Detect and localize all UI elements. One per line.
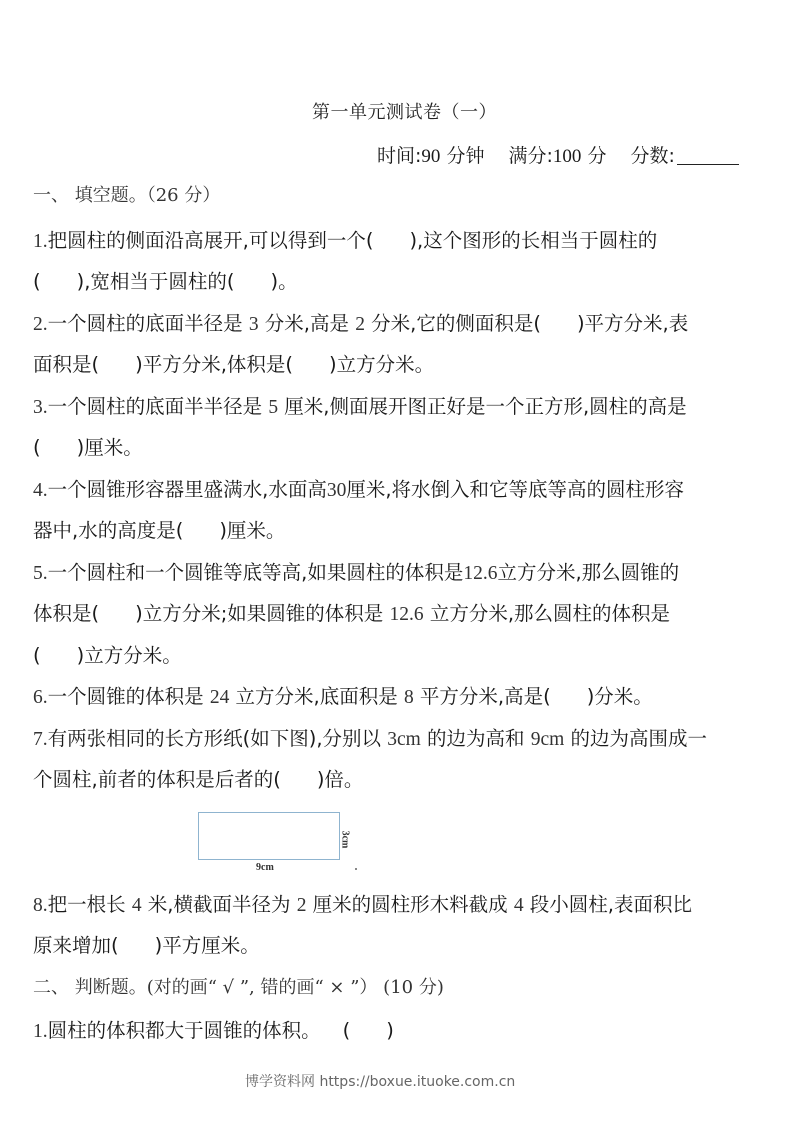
full-score-value: 100 [552,146,582,167]
question-7-line-2: 个圆柱,前者的体积是后者的( )倍。 [33,768,364,791]
rectangle-figure [198,812,340,860]
full-score-label: 满分: [508,145,553,167]
question-3-line-1: 3.一个圆柱的底面半半径是 5 厘米,侧面展开图正好是一个正方形,圆柱的高是 [33,395,687,418]
score-blank[interactable] [677,146,739,165]
question-2-line-2: 面积是( )平方分米,体积是( )立方分米。 [33,353,435,376]
question-5-line-3: ( )立方分米。 [33,644,182,667]
section-heading-true-false: 二、 判断题。(对的画“ √ ”, 错的画“ × ”） (10 分) [33,977,444,998]
question-4-line-2: 器中,水的高度是( )厘米。 [33,519,286,542]
time-unit: 分钟 [446,145,485,167]
exam-meta [377,141,739,168]
score-label: 分数: [630,145,675,167]
question-5-line-2: 体积是( )立方分米;如果圆锥的体积是 12.6 立方分米,那么圆柱的体积是 [33,602,671,625]
question-8-line-2: 原来增加( )平方厘米。 [33,934,260,957]
time-value: 90 [421,146,441,167]
question-1-line-1: 1.把圆柱的侧面沿高展开,可以得到一个( ),这个图形的长相当于圆柱的 [33,229,658,252]
question-2-line-1: 2.一个圆柱的底面半径是 3 分米,高是 2 分米,它的侧面积是( )平方分米,表 [33,312,689,335]
question-7-line-1: 7.有两张相同的长方形纸(如下图),分别以 3cm 的边为高和 9cm 的边为高围成一 [33,727,708,750]
section-heading-fill-blank: 一、 填空题。（26 分） [33,185,221,206]
question-4-line-1: 4.一个圆锥形容器里盛满水,水面高30厘米,将水倒入和它等底等高的圆柱形容 [33,478,685,501]
figure-dot [355,868,357,870]
full-score-unit: 分 [587,145,607,167]
page-title: 第一单元测试卷（一） [312,102,497,123]
section-points: (10 分) [383,977,444,998]
time-label: 时间: [377,145,422,167]
tf-question-1: 1.圆柱的体积都大于圆锥的体积。 ( ) [33,1019,394,1042]
figure-width-label: 9cm [256,862,274,873]
watermark-footer: 博学资料网 https://boxue.ituoke.com.cn [245,1074,516,1090]
question-3-line-2: ( )厘米。 [33,436,143,459]
question-6-line-1: 6.一个圆锥的体积是 24 立方分米,底面积是 8 平方分米,高是( )分米。 [33,685,653,708]
figure-height-label: 3cm [339,830,351,849]
question-1-line-2: ( ),宽相当于圆柱的( )。 [33,270,298,293]
question-8-line-1: 8.把一根长 4 米,横截面半径为 2 厘米的圆柱形木料截成 4 段小圆柱,表面积比 [33,893,692,916]
question-5-line-1: 5.一个圆柱和一个圆锥等底等高,如果圆柱的体积是12.6立方分米,那么圆锥的 [33,561,680,584]
